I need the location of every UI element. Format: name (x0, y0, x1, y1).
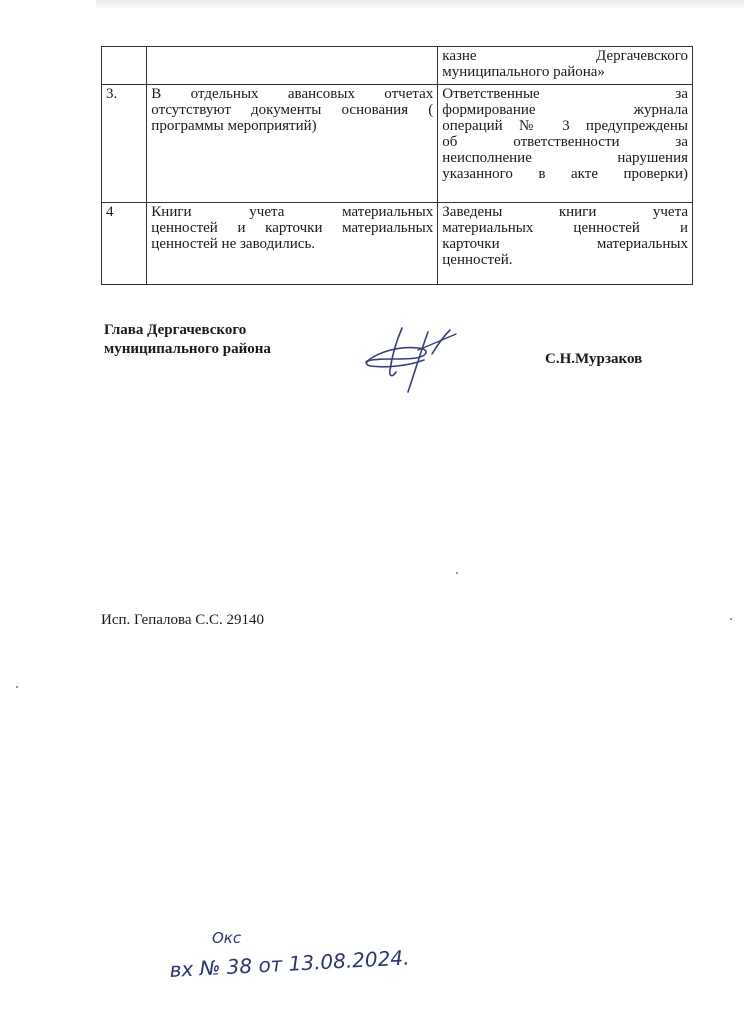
report-table (101, 46, 693, 285)
measure-line: операций № 3 предупреждены (442, 118, 688, 134)
stamp-line: вх № 38 от 13.08.2024. (169, 945, 410, 982)
measure-cell (438, 203, 693, 285)
stamp-initials: Окс (212, 929, 242, 947)
handwritten-signature (358, 322, 468, 397)
registration-stamp (160, 925, 480, 990)
row-number-cell (102, 47, 147, 85)
violation-line: В отдельных авансовых отчетах (151, 86, 434, 102)
measure-line: муниципального района» (442, 64, 605, 80)
measure-line: материальных ценностей и (442, 220, 688, 236)
scan-speck (16, 686, 18, 688)
violation-cell (147, 47, 438, 85)
table-row (102, 203, 693, 285)
scan-speck (456, 572, 458, 574)
measure-cell (438, 47, 693, 85)
table-row (102, 85, 693, 203)
signatory-name: С.Н.Мурзаков (545, 351, 643, 367)
table-row (102, 47, 693, 85)
violation-line: ценностей и карточки материальных (151, 220, 434, 236)
violation-line: Книги учета материальных (151, 204, 434, 220)
violation-line: отсутствуют документы основания ( (151, 102, 434, 118)
measure-line: неисполнение нарушения (442, 150, 688, 166)
measure-line: ценностей. (442, 252, 513, 268)
violation-line: ценностей не заводились. (151, 236, 316, 252)
position-line: Глава Дергачевского (104, 322, 247, 338)
measure-cell (438, 85, 693, 203)
row-number-cell: 3. (102, 85, 147, 203)
scan-edge-shadow (96, 0, 744, 10)
measure-line: Ответственные за (442, 86, 688, 102)
violation-cell (147, 85, 438, 203)
measure-line: об ответственности за (442, 134, 688, 150)
signatory-position (104, 321, 271, 359)
scan-speck (730, 618, 732, 620)
row-number-cell: 4 (102, 203, 147, 285)
executor-note: Исп. Гепалова С.С. 29140 (101, 612, 265, 628)
measure-line: формирование журнала (442, 102, 688, 118)
violation-line: программы мероприятий) (151, 118, 317, 134)
violation-cell (147, 203, 438, 285)
measure-line: карточки материальных (442, 236, 688, 252)
position-line: муниципального района (104, 341, 271, 357)
measure-line: казне Дергачевского (442, 48, 688, 64)
measure-line: указанного в акте проверки) (442, 166, 688, 182)
measure-line: Заведены книги учета (442, 204, 688, 220)
